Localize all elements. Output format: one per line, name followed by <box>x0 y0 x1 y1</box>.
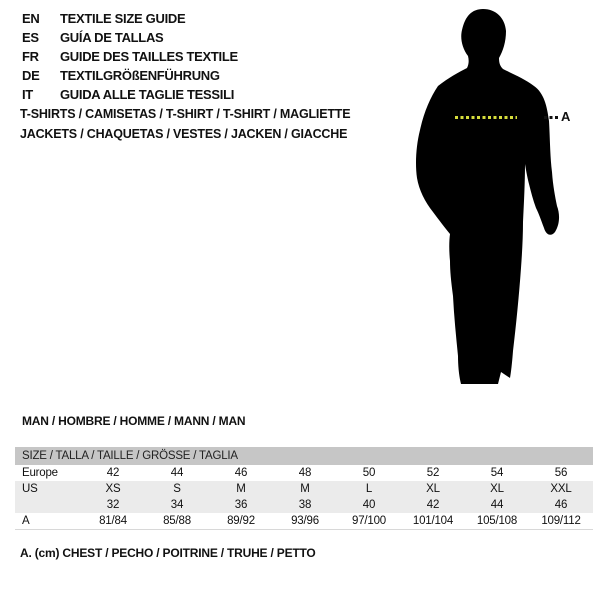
table-cell: 85/88 <box>163 515 191 527</box>
table-row-us-numbers <box>15 497 593 513</box>
table-cell: 48 <box>298 467 312 479</box>
table-cell: 40 <box>362 499 376 511</box>
table-cell: 109/112 <box>541 515 581 527</box>
row-label: Europe <box>22 467 58 479</box>
language-code: EN <box>22 11 40 26</box>
row-label: A <box>22 515 30 527</box>
language-title: TEXTILE SIZE GUIDE <box>60 11 186 26</box>
language-code: IT <box>22 87 33 102</box>
table-cell: M <box>236 483 246 495</box>
section-heading-man: MAN / HOMBRE / HOMME / MANN / MAN <box>22 414 246 428</box>
table-cell: XS <box>105 483 121 495</box>
table-cell: 44 <box>490 499 504 511</box>
language-row-es <box>22 28 238 47</box>
table-cell: 42 <box>106 467 120 479</box>
language-code: ES <box>22 30 39 45</box>
table-cell: XL <box>426 483 440 495</box>
table-cell: M <box>300 483 310 495</box>
table-cell: 97/100 <box>352 515 386 527</box>
chest-measure-dash-outside <box>544 116 560 119</box>
table-cell: 50 <box>362 467 376 479</box>
table-cell: 54 <box>490 467 504 479</box>
table-cell: 42 <box>426 499 440 511</box>
table-cell: L <box>365 483 373 495</box>
table-cell: 52 <box>426 467 440 479</box>
table-cell: S <box>173 483 181 495</box>
language-code: DE <box>22 68 40 83</box>
table-cell: 89/92 <box>227 515 255 527</box>
table-cell: 101/104 <box>412 515 454 527</box>
table-row-chest-a <box>15 513 593 529</box>
language-title: GUIDE DES TAILLES TEXTILE <box>60 49 238 64</box>
language-title: TEXTILGRÖßENFÜHRUNG <box>60 68 220 83</box>
category-tshirts: T-SHIRTS / CAMISETAS / T-SHIRT / T-SHIRT / MAGLIETTE <box>20 107 351 121</box>
language-row-en <box>22 9 238 28</box>
table-cell: 105/108 <box>476 515 518 527</box>
chest-measure-dash-on-body <box>455 116 517 119</box>
table-cell: 56 <box>554 467 568 479</box>
table-cell: 44 <box>170 467 184 479</box>
language-title: GUIDA ALLE TAGLIE TESSILI <box>60 87 235 102</box>
table-cell: 34 <box>170 499 184 511</box>
table-cell: 36 <box>234 499 248 511</box>
measurement-footnote: A. (cm) CHEST / PECHO / POITRINE / TRUHE / PETTO <box>20 546 316 560</box>
row-label <box>15 497 81 513</box>
size-table-header: SIZE / TALLA / TAILLE / GRÖSSE / TAGLIA <box>15 447 593 465</box>
language-row-de <box>22 66 238 85</box>
table-row-us-letters <box>15 481 593 497</box>
language-row-fr <box>22 47 238 66</box>
table-bottom-border <box>15 529 593 530</box>
size-table <box>15 447 593 530</box>
table-cell: 46 <box>554 499 568 511</box>
garment-categories <box>20 104 350 144</box>
table-cell: XL <box>490 483 504 495</box>
row-label: US <box>22 483 38 495</box>
man-silhouette <box>413 6 563 386</box>
table-cell: 46 <box>234 467 248 479</box>
table-cell: XXL <box>550 483 572 495</box>
man-silhouette-svg <box>413 6 563 386</box>
table-cell: 32 <box>106 499 120 511</box>
language-code: FR <box>22 49 39 64</box>
table-cell: 93/96 <box>291 515 319 527</box>
category-jackets: JACKETS / CHAQUETAS / VESTES / JACKEN / GIACCHE <box>20 127 348 141</box>
chest-measure-label: A <box>561 109 571 124</box>
language-title: GUÍA DE TALLAS <box>60 30 164 45</box>
table-row-europe <box>15 465 593 481</box>
table-cell: 38 <box>298 499 312 511</box>
language-row-it <box>22 85 238 104</box>
language-list <box>22 9 238 104</box>
table-cell: 81/84 <box>99 515 127 527</box>
